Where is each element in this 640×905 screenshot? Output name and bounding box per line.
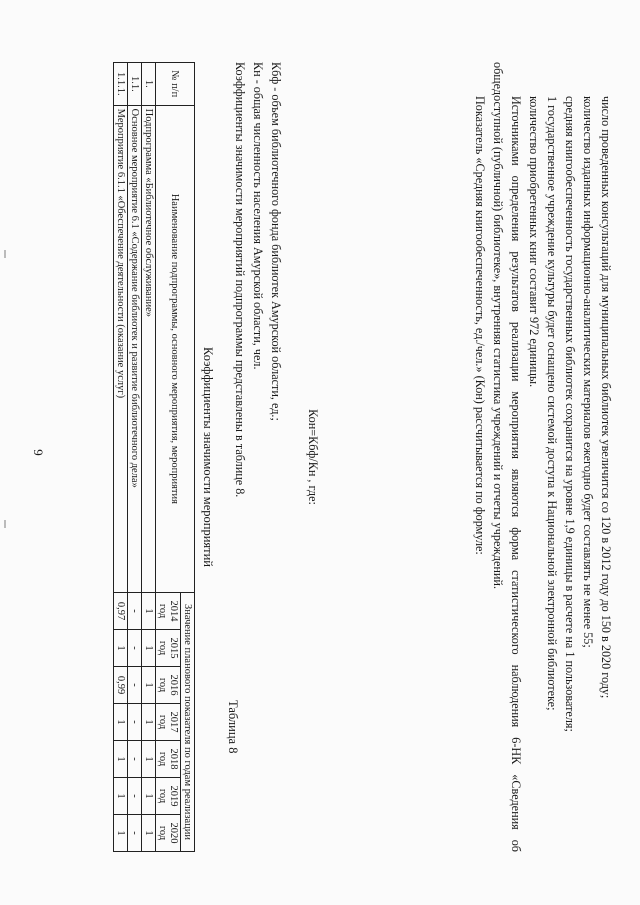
- header-year: 2019 год: [156, 778, 181, 815]
- row-value: 1: [114, 630, 128, 667]
- header-plan-values: Значение планового показателя по годам реализации: [181, 593, 195, 852]
- header-year: 2015 год: [156, 630, 181, 667]
- header-name: Наименование подпрограммы, основного мероприятия, мероприятия: [156, 105, 195, 592]
- header-year: 2017 год: [156, 704, 181, 741]
- paragraph: Источниками определения результатов реализации мероприятия являются форма статистического наблюдения 6-НК «Сведения об общедоступной (публичной) библиотеке», внутренняя статистика учреждений и отчеты учреждений.: [491, 62, 523, 852]
- row-number: 1.1.1.: [114, 63, 128, 106]
- header-number: № п/п: [156, 63, 195, 106]
- table-label: Таблица 8: [226, 700, 240, 754]
- row-value: 1: [114, 704, 128, 741]
- header-year: 2020 год: [156, 815, 181, 852]
- coefficients-table: [113, 62, 195, 852]
- row-value: -: [128, 667, 142, 704]
- header-year: 2016 год: [156, 667, 181, 704]
- row-value: 0,99: [114, 667, 128, 704]
- row-value: -: [128, 741, 142, 778]
- row-name: Мероприятие 6.1.1 «Обеспечение деятельности (оказание услуг): [114, 105, 128, 592]
- table-row: [142, 63, 156, 852]
- row-value: -: [128, 630, 142, 667]
- row-value: 0,97: [114, 593, 128, 630]
- row-value: 1: [142, 815, 156, 852]
- table-header-row: [181, 63, 195, 852]
- definition: Кбф - объем библиотечного фонда библиотек Амурской области, ед.;: [269, 62, 283, 421]
- paragraph: количество изданных информационно-аналитических материалов ежегодно будет составлять не менее 55;: [581, 96, 595, 648]
- definition: Коэффициенты значимости мероприятий подпрограммы представлены в таблице 8.: [233, 62, 247, 498]
- header-year: 2014 год: [156, 593, 181, 630]
- table-row: [128, 63, 142, 852]
- row-number: 1.1.: [128, 63, 142, 106]
- row-value: -: [128, 593, 142, 630]
- row-value: 1: [142, 667, 156, 704]
- paragraph: количество приобретенных книг составит 972 единицы.: [527, 96, 541, 388]
- row-value: 1: [142, 778, 156, 815]
- table-row: [114, 63, 128, 852]
- page-number: 9: [31, 449, 46, 456]
- row-name: Основное мероприятие 6.1 «Содержание библиотек и развитие библиотечного дела»: [128, 105, 142, 592]
- row-value: 1: [142, 593, 156, 630]
- row-value: -: [128, 704, 142, 741]
- row-value: 1: [114, 741, 128, 778]
- row-value: 1: [114, 778, 128, 815]
- row-value: 1: [142, 741, 156, 778]
- row-name: Подпрограмма «Библиотечное обслуживание»: [142, 105, 156, 592]
- row-number: 1.: [142, 63, 156, 106]
- header-year: 2018 год: [156, 741, 181, 778]
- row-value: -: [128, 778, 142, 815]
- formula: Кон=Кбф/Кн , где:: [306, 409, 320, 505]
- row-value: 1: [142, 630, 156, 667]
- paragraph: число проведенных консультаций для муниципальных библиотек увеличится со 120 в 2012 году до 150 в 2020 году;: [599, 96, 613, 699]
- paragraph: 1 государственное учреждение культуры будет оснащено системой доступа к Национальной электронной библиотеке;: [545, 96, 559, 711]
- row-value: 1: [142, 704, 156, 741]
- paragraph: средняя книгообеспеченность государственных библиотек сохранится на уровне 1,9 единицы в расчете на 1 пользователя;: [563, 96, 577, 732]
- paragraph: Показатель «Средняя книгообеспеченность, ед./чел.» (Кон) рассчитывается по формуле:: [473, 96, 487, 555]
- row-value: 1: [114, 815, 128, 852]
- table-title: Коэффициенты значимости мероприятий: [201, 347, 215, 567]
- definition: Кн - общая численность населения Амурской области, чел.: [251, 62, 265, 370]
- row-value: -: [128, 815, 142, 852]
- body-text: [471, 62, 615, 852]
